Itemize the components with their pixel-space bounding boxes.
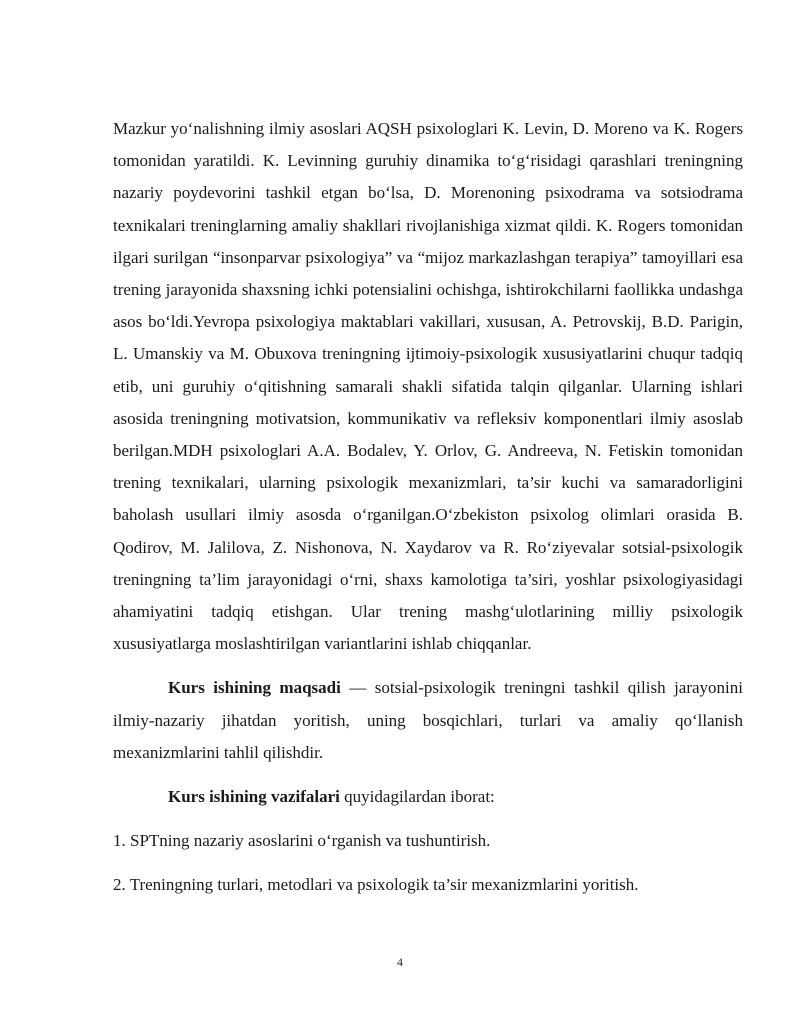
goal-text: — sotsial-psixologik treningni tashkil qilish jarayonini ilmiy-nazariy jihatdan yoritish, uning bosqichlari, turlari va amaliy qo‘llanish mexanizmlarini tahlil qilishdir. [113,678,743,762]
goal-paragraph [113,672,743,769]
tasks-intro-text: quyidagilardan iborat: [339,787,495,807]
task-item-1: 1. SPTning nazariy asoslarini o‘rganish va tushuntirish. [113,831,491,851]
page-number: 4 [397,955,403,969]
task-item-2: 2. Treningning turlari, metodlari va psixologik ta’sir mexanizmlarini yoritish. [113,875,639,895]
document-body [113,113,743,902]
tasks-intro-paragraph [113,781,743,813]
tasks-label: Kurs ishining vazifalari [168,787,340,807]
goal-label: Kurs ishining maqsadi [168,678,341,698]
history-paragraph: Mazkur yo‘nalishning ilmiy asoslari AQSH psixologlari K. Levin, D. Moreno va K. Rogers tomonidan yaratildi. K. Levinning guruhiy dinamika to‘g‘risidagi qarashlari treningning nazariy poydevorini tashkil etgan bo‘lsa, D. Morenoning psixodrama va sotsiodrama texnikalari treninglarning amaliy shakllari rivojlanishiga xizmat qildi. K. Rogers tomonidan ilgari surilgan “insonparvar psixologiya” va “mijoz markazlashgan terapiya” tamoyillari esa trening jarayonida shaxsning ichki potensialini ochishga, ishtirokchilarni faollikka undashga asos bo‘ldi.Yevropa psixologiya maktablari vakillari, xususan, A. Petrovskij, B.D. Parigin, L. Umanskiy va M. Obuxova treningning ijtimoiy-psixologik xususiyatlarini chuqur tadqiq etib, uni guruhiy o‘qitishning samarali shakli sifatida talqin qilganlar. Ularning ishlari asosida treningning motivatsion, kommunikativ va refleksiv komponentlari ilmiy asoslab berilgan.MDH psixologlari A.A. Bodalev, Y. Orlov, G. Andreeva, N. Fetiskin tomonidan trening texnikalari, ularning psixologik mexanizmlari, ta’sir kuchi va samaradorligini baholash usullari ilmiy asosda o‘rganilgan.O‘zbekiston psixolog olimlari orasida B. Qodirov, M. Jalilova, Z. Nishonova, N. Xaydarov va R. Ro‘ziyevalar sotsial-psixologik treningning ta’lim jarayonidagi o‘rni, shaxs kamolotiga ta’siri, yoshlar psixologiyasidagi ahamiyatini tadqiq etishgan. Ular trening mashg‘ulotlarining milliy psixologik xususiyatlarga moslashtirilgan variantlarini ishlab chiqqanlar. [113,119,743,654]
